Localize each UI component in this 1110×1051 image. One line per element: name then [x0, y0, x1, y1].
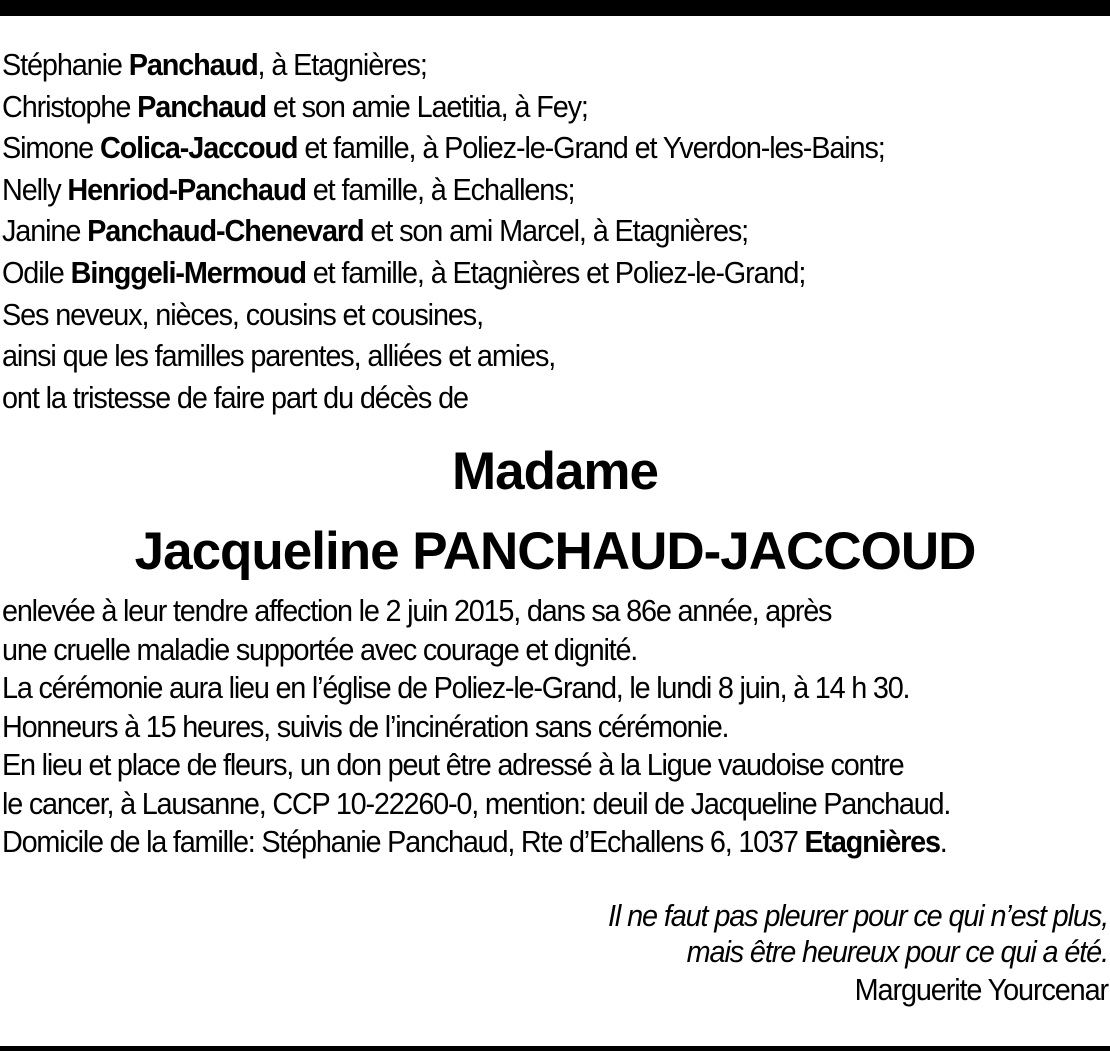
mourner-first-name: Janine: [2, 213, 81, 249]
mourner-surname: Panchaud: [137, 88, 267, 124]
announcement-body: [2, 592, 1108, 862]
mourner-surname: Binggeli-Mermoud: [70, 254, 306, 290]
ceremony-info: La cérémonie aura lieu en l’église de Poliez-le-Grand, le lundi 8 juin, à 14 h 30.: [2, 670, 910, 705]
bottom-rule: [0, 1046, 1110, 1051]
mourner-detail: et famille, à Echallens;: [305, 171, 575, 207]
deceased-name: Jacqueline PANCHAUD-JACCOUD: [134, 522, 976, 581]
quote-line: Il ne faut pas pleurer pour ce qui n’est plus,: [608, 898, 1108, 933]
address-period: .: [939, 824, 947, 859]
mourner-detail: , à Etagnières;: [257, 47, 427, 82]
mourner-first-name: Odile: [2, 254, 64, 290]
quote-author: Marguerite Yourcenar: [854, 972, 1108, 1007]
mourner-first-name: Nelly: [2, 171, 61, 207]
intro-line: Ses neveux, nièces, cousins et cousines,: [2, 296, 484, 332]
mourner-line: [2, 86, 1031, 128]
mourners-list: [2, 44, 1108, 418]
quote-line: mais être heureux pour ce qui a été.: [686, 934, 1108, 969]
mourner-line: [2, 44, 1031, 86]
mourner-line: [2, 169, 1031, 211]
body-line: une cruelle maladie supportée avec courage et dignité.: [2, 631, 638, 667]
family-address: [2, 823, 1031, 862]
mourner-line: [2, 252, 1031, 294]
donation-info: le cancer, à Lausanne, CCP 10-22260-0, mention: deuil de Jacqueline Panchaud.: [2, 785, 951, 821]
deceased-title: Madame: [451, 442, 659, 501]
intro-line: ont la tristesse de faire part du décès de: [2, 379, 468, 415]
mourner-detail: et famille, à Etagnières et Poliez-le-Grand;: [305, 254, 806, 290]
mourner-detail: et son amie Laetitia, à Fey;: [266, 88, 588, 124]
mourner-surname: Panchaud-Chenevard: [87, 213, 364, 249]
deceased-heading: [0, 432, 1110, 592]
mourner-line: [2, 210, 1031, 252]
mourner-surname: Henriod-Panchaud: [67, 171, 306, 207]
mourner-first-name: Christophe: [2, 88, 131, 124]
quote-block: [308, 898, 1108, 1010]
honours-info: Honneurs à 15 heures, suivis de l’incinération sans cérémonie.: [2, 708, 729, 744]
mourner-first-name: Simone: [2, 130, 94, 166]
top-rule: [0, 0, 1110, 16]
mourner-surname: Panchaud: [128, 47, 258, 82]
address-text: Domicile de la famille: Stéphanie Panchaud, Rte d’Echallens 6, 1037: [2, 824, 805, 859]
mourner-surname: Colica-Jaccoud: [99, 130, 298, 166]
address-town: Etagnières: [804, 824, 940, 859]
mourner-line: [2, 127, 1031, 169]
mourner-detail: et famille, à Poliez-le-Grand et Yverdon-les-Bains;: [297, 130, 885, 166]
mourner-first-name: Stéphanie: [2, 47, 122, 82]
body-line: enlevée à leur tendre affection le 2 juin 2015, dans sa 86e année, après: [2, 593, 832, 628]
intro-line: ainsi que les familles parentes, alliées et amies,: [2, 338, 556, 374]
donation-info: En lieu et place de fleurs, un don peut être adressé à la Ligue vaudoise contre: [2, 747, 904, 782]
mourner-detail: et son ami Marcel, à Etagnières;: [363, 213, 749, 249]
